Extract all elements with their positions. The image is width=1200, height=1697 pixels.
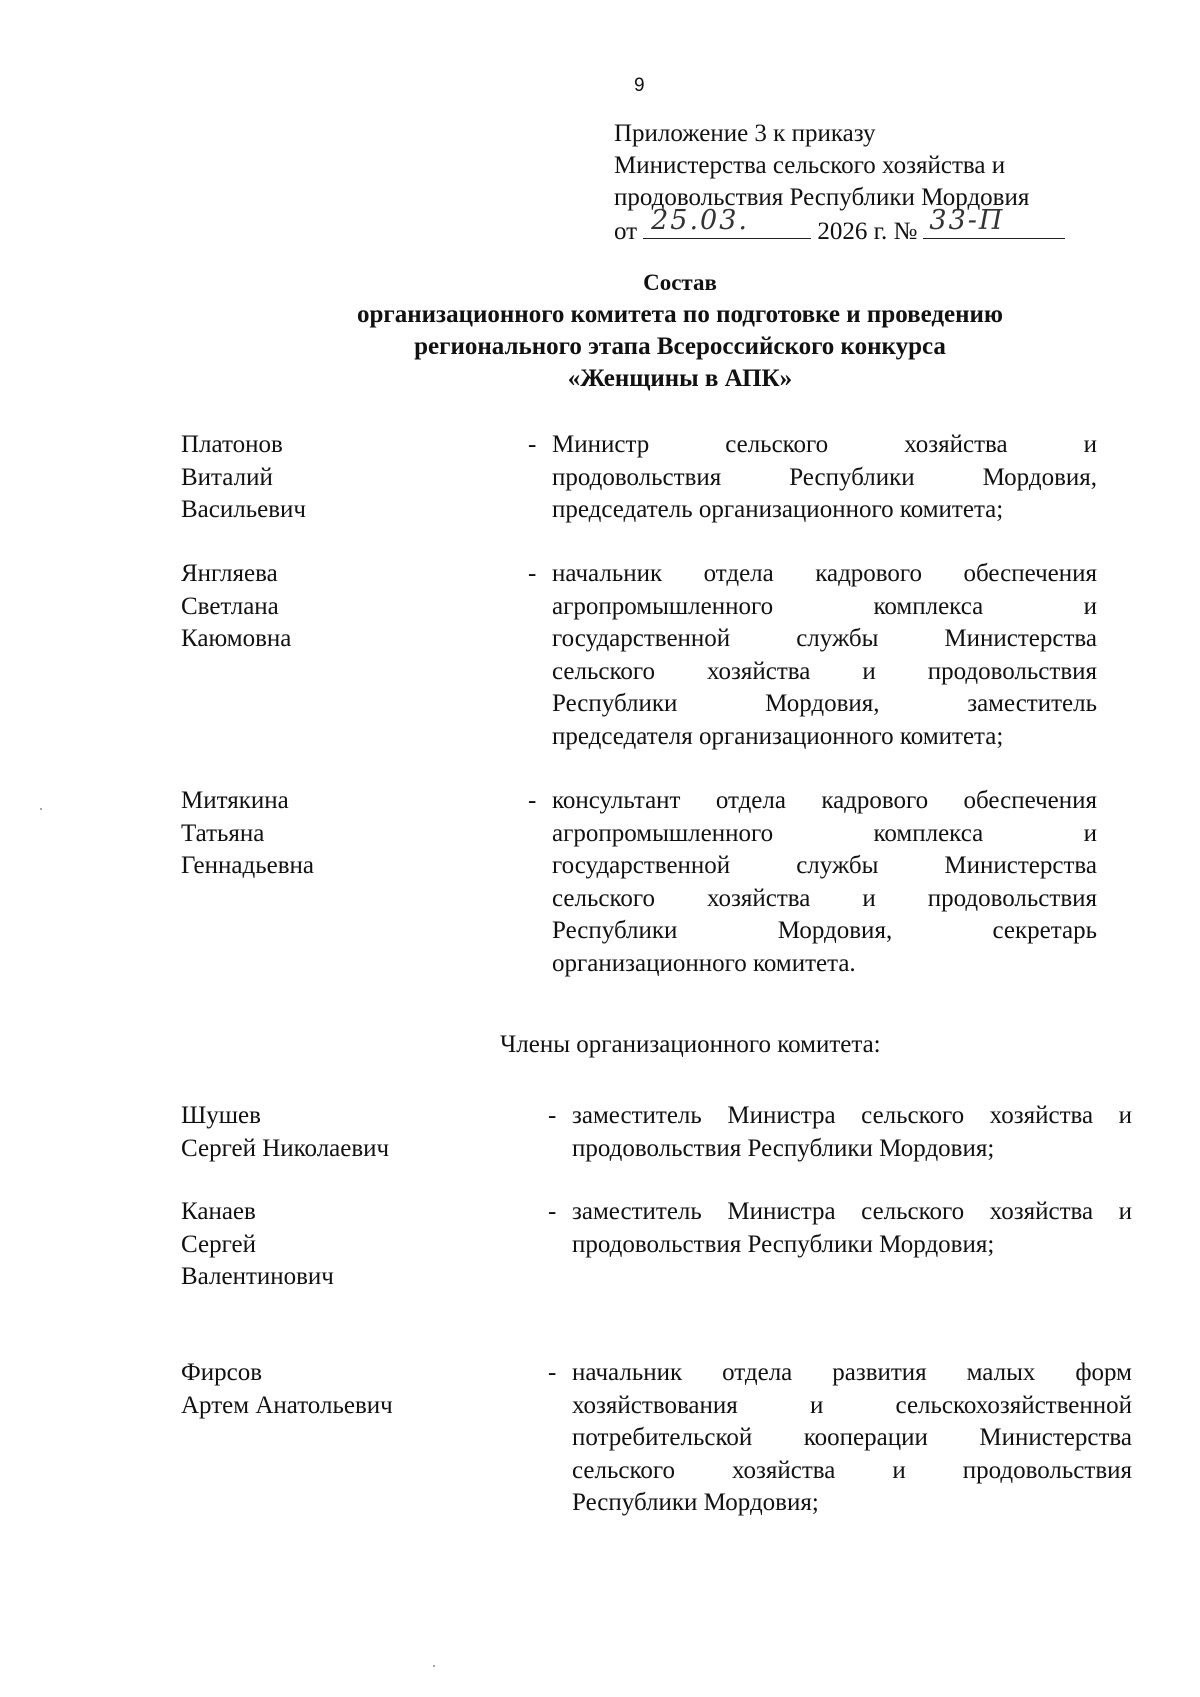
dash: - [528, 787, 537, 814]
scan-speck [433, 1665, 435, 1667]
member-entry [181, 1100, 1132, 1165]
year-label: 2026 г. № [817, 218, 918, 245]
member-name [181, 785, 528, 980]
member-position [552, 558, 1097, 753]
position-line: организационного комитета. [552, 949, 856, 977]
member-name [181, 429, 528, 527]
surname: Шушев [181, 1102, 261, 1129]
position-line: заместитель Министра сельского хозяйства и [572, 1198, 1132, 1225]
handwritten-date: 25.03. [651, 205, 749, 236]
position-line: председатель организационного комитета; [552, 496, 1004, 523]
first-name: Сергей [181, 1230, 256, 1258]
full-name-rest: Сергей Николаевич [181, 1134, 390, 1162]
approval-line-2: Министерства сельского хозяйства и [614, 152, 1006, 179]
title-line-3: регионального этапа Всероссийского конкурса [414, 333, 946, 360]
position-line: государственной службы Министерства [552, 625, 1097, 652]
scan-speck [40, 808, 42, 810]
position-line: агропромышленного комплекса и [552, 819, 1097, 847]
first-name: Виталий [181, 463, 273, 491]
position-line: сельского хозяйства и продовольствия [572, 1456, 1132, 1484]
dash: - [528, 431, 537, 458]
member-name [181, 1100, 548, 1165]
member-position [552, 785, 1097, 980]
member-position [572, 1357, 1132, 1520]
position-line: сельского хозяйства и продовольствия [552, 884, 1097, 912]
order-number-field [923, 205, 1065, 239]
member-entry [181, 429, 1097, 527]
patronymic: Каюмовна [181, 625, 292, 652]
approval-line-3: продовольствия Республики Мордовия [614, 184, 1030, 211]
approval-date-line [614, 205, 1104, 248]
dash: - [548, 1102, 557, 1129]
member-position [572, 1100, 1132, 1165]
position-line: Министр сельского хозяйства и [552, 431, 1097, 458]
member-name [181, 1357, 548, 1520]
member-entry [181, 1357, 1132, 1520]
patronymic: Валентинович [181, 1263, 334, 1290]
member-entry [181, 1196, 1132, 1294]
dash: - [548, 1198, 557, 1225]
full-name-rest: Артем Анатольевич [181, 1391, 393, 1419]
document-title [230, 267, 1130, 395]
position-line: хозяйствования и сельскохозяйственной [572, 1391, 1132, 1419]
position-line: государственной службы Министерства [552, 852, 1097, 879]
surname: Митякина [181, 787, 289, 814]
position-line: потребительской кооперации Министерства [572, 1424, 1132, 1451]
position-line: Республики Мордовия, секретарь [552, 917, 1097, 944]
first-name: Татьяна [181, 819, 265, 847]
from-label: от [614, 218, 638, 245]
position-line: Республики Мордовия, заместитель [552, 690, 1097, 717]
position-line: продовольствия Республики Мордовия, [552, 463, 1097, 491]
position-line: начальник отдела кадрового обеспечения [552, 560, 1097, 587]
position-line: агропромышленного комплекса и [552, 592, 1097, 620]
member-name [181, 558, 528, 753]
page-number: 9 [634, 75, 645, 96]
position-line: продовольствия Республики Мордовия; [572, 1134, 995, 1162]
member-position [552, 429, 1097, 527]
surname: Платонов [181, 431, 283, 458]
position-line: Республики Мордовия; [572, 1489, 819, 1516]
first-name: Светлана [181, 592, 279, 620]
member-position [572, 1196, 1132, 1294]
title-line-2: организационного комитета по подготовке и проведению [356, 301, 1004, 328]
position-line: сельского хозяйства и продовольствия [552, 657, 1097, 685]
position-line: председателя организационного комитета; [552, 722, 1004, 750]
handwritten-order-number: 33-П [929, 205, 1005, 236]
position-line: консультант отдела кадрового обеспечения [552, 787, 1097, 814]
position-line: заместитель Министра сельского хозяйства и [572, 1102, 1132, 1129]
dash: - [528, 560, 537, 587]
member-entry [181, 785, 1097, 980]
members-heading: Члены организационного комитета: [500, 1031, 881, 1058]
surname: Фирсов [181, 1359, 263, 1386]
title-line-1: Состав [643, 270, 717, 295]
patronymic: Геннадьевна [181, 852, 314, 879]
member-name [181, 1196, 548, 1294]
surname: Канаев [181, 1198, 256, 1225]
title-line-4: «Женщины в АПК» [567, 365, 793, 392]
position-line: продовольствия Республики Мордовия; [572, 1230, 995, 1258]
approval-stamp [614, 118, 1104, 248]
dash: - [548, 1359, 557, 1386]
member-entry [181, 558, 1097, 753]
patronymic: Васильевич [181, 496, 306, 523]
surname: Янгляева [181, 560, 278, 587]
position-line: начальник отдела развития малых форм [572, 1359, 1132, 1386]
approval-line-1: Приложение 3 к приказу [614, 120, 876, 147]
date-field [643, 205, 811, 239]
